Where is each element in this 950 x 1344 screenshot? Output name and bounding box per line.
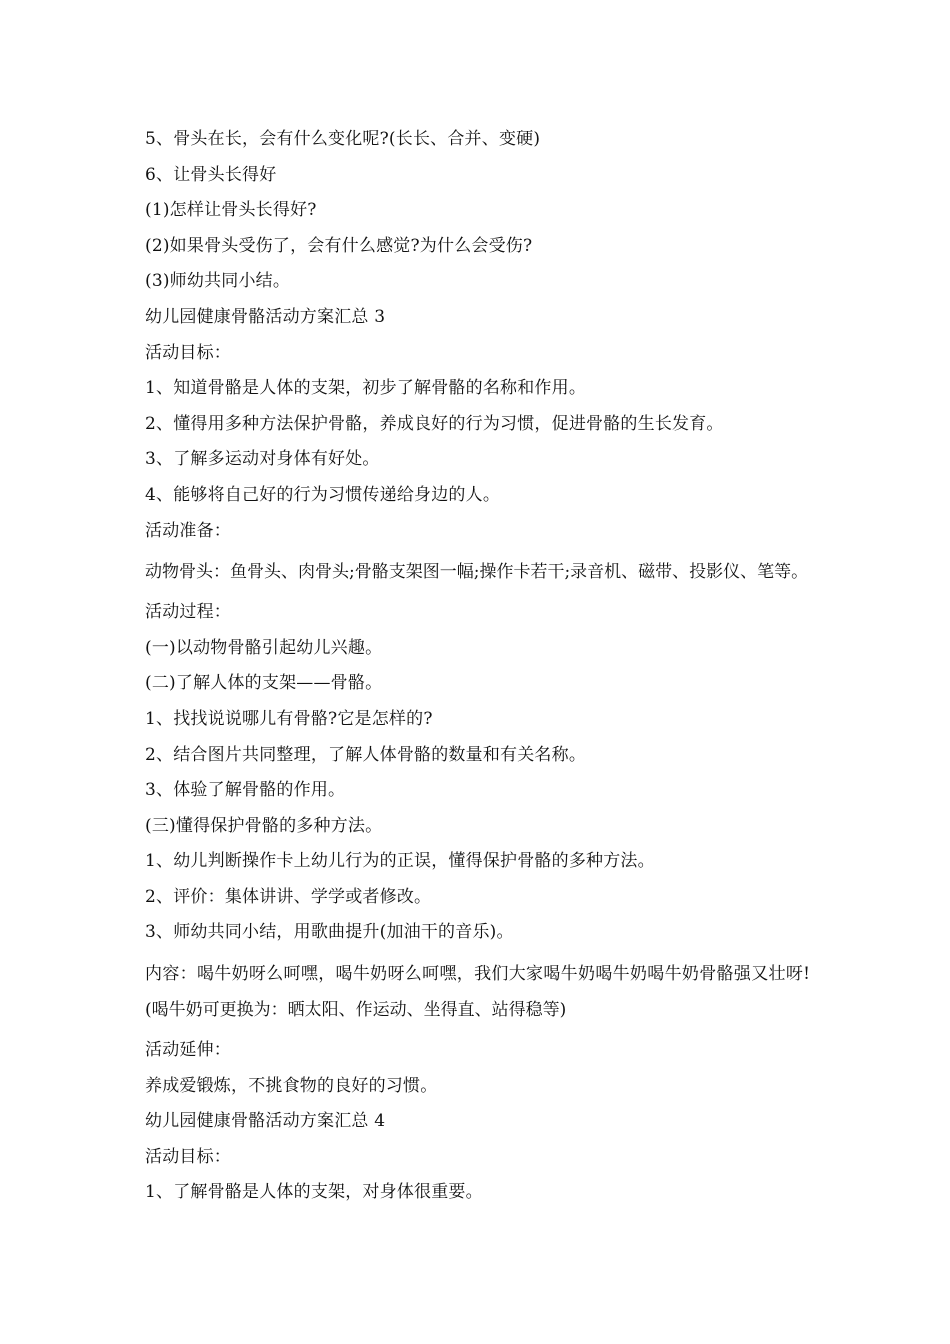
section-heading: 幼儿园健康骨骼活动方案汇总 4 xyxy=(145,1111,386,1132)
text-line: 1、找找说说哪儿有骨骼?它是怎样的? xyxy=(145,708,433,729)
paragraph-song: 内容：喝牛奶呀么呵嘿，喝牛奶呀么呵嘿，我们大家喝牛奶喝牛奶喝牛奶骨骼强又壮呀!(喝牛奶可更换为：晒太阳、作运动、坐得直、站得稳等) xyxy=(145,964,810,1021)
text-line: (3)师幼共同小结。 xyxy=(145,271,291,292)
text-line: 3、师幼共同小结，用歌曲提升(加油干的音乐)。 xyxy=(145,922,514,943)
text-line: 活动目标： xyxy=(145,1146,231,1167)
text-line: 5、骨头在长，会有什么变化呢?(长长、合并、变硬) xyxy=(145,129,541,149)
text-line: (1)怎样让骨头长得好? xyxy=(145,200,317,221)
text-line: 活动准备： xyxy=(145,520,231,541)
text-line: 活动目标： xyxy=(145,342,231,363)
text-line: (三)懂得保护骨骼的多种方法。 xyxy=(145,815,383,836)
text-line: (一)以动物骨骼引起幼儿兴趣。 xyxy=(145,637,383,658)
text-line: 养成爱锻炼，不挑食物的良好的习惯。 xyxy=(145,1075,438,1096)
text-line: (2)如果骨头受伤了，会有什么感觉?为什么会受伤? xyxy=(145,235,533,256)
text-line: (二)了解人体的支架——骨骼。 xyxy=(145,673,383,694)
text-line: 3、体验了解骨骼的作用。 xyxy=(145,780,346,801)
document-body xyxy=(145,122,815,1211)
paragraph-preparation: 动物骨头：鱼骨头、肉骨头;骨骼支架图一幅;操作卡若干;录音机、磁带、投影仪、笔等。 xyxy=(145,562,809,583)
text-line: 1、了解骨骼是人体的支架，对身体很重要。 xyxy=(145,1182,483,1203)
text-line: 1、幼儿判断操作卡上幼儿行为的正误，懂得保护骨骼的多种方法。 xyxy=(145,851,655,872)
text-line: 6、让骨头长得好 xyxy=(145,164,277,185)
text-line: 2、结合图片共同整理，了解人体骨骼的数量和有关名称。 xyxy=(145,744,587,765)
text-line: 活动延伸： xyxy=(145,1040,231,1061)
text-line: 3、了解多运动对身体有好处。 xyxy=(145,449,380,470)
text-line: 活动过程： xyxy=(145,602,231,623)
text-line: 4、能够将自己好的行为习惯传递给身边的人。 xyxy=(145,484,501,505)
text-line: 2、评价：集体讲讲、学学或者修改。 xyxy=(145,886,432,907)
text-line: 2、懂得用多种方法保护骨骼，养成良好的行为习惯，促进骨骼的生长发育。 xyxy=(145,413,724,434)
text-line: 1、知道骨骼是人体的支架，初步了解骨骼的名称和作用。 xyxy=(145,378,587,399)
section-heading: 幼儿园健康骨骼活动方案汇总 3 xyxy=(145,306,386,327)
